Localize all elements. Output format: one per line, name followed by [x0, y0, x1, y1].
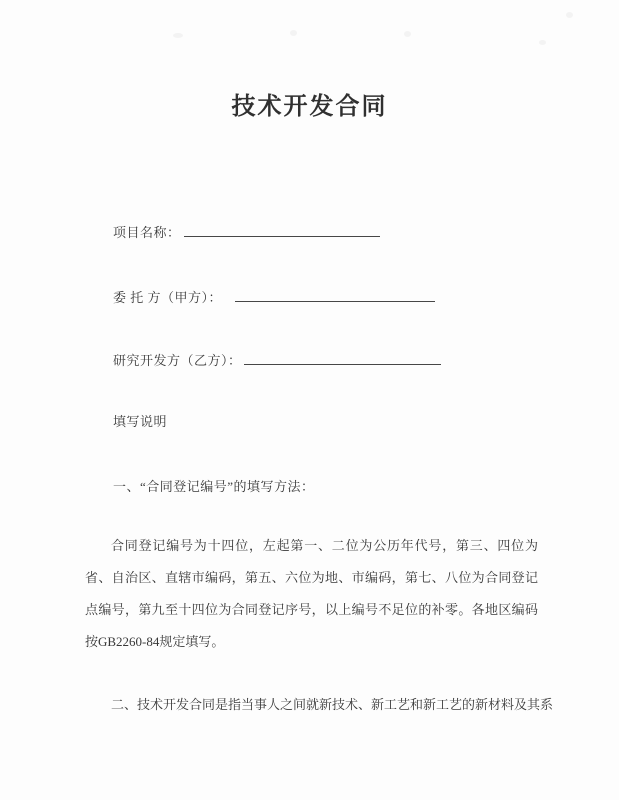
- scan-speck: [290, 30, 297, 36]
- project-name-row: [113, 222, 380, 241]
- client-party-blank-line: [235, 287, 435, 302]
- filling-instructions-heading: 填写说明: [113, 414, 168, 429]
- scan-speck: [404, 31, 411, 37]
- scan-speck: [566, 12, 573, 18]
- project-name-blank-line: [184, 222, 380, 237]
- scan-speck: [539, 40, 546, 45]
- client-party-row: [113, 287, 435, 306]
- project-name-label: 项目名称：: [113, 225, 181, 240]
- developer-party-row: [113, 350, 441, 369]
- client-party-label: 委 托 方（甲方）：: [113, 290, 223, 305]
- developer-party-label: 研究开发方（乙方）：: [113, 353, 242, 368]
- document-title: 技术开发合同: [231, 94, 388, 121]
- developer-party-blank-line: [244, 350, 441, 365]
- scan-speck: [173, 33, 183, 38]
- instruction-item-1-heading: 一、“合同登记编号”的填写方法：: [113, 479, 315, 494]
- instruction-item-1-body: 合同登记编号为十四位，左起第一、二位为公历年代号，第三、四位为省、自治区、直辖市编码，第五、六位为地、市编码，第七、八位为合同登记点编号，第九至十四位为合同登记序号，以上编号不足位的补零。各地区编码按GB2260-84规定填写。: [85, 538, 538, 649]
- instruction-item-2-text: 二、技术开发合同是指当事人之间就新技术、新工艺和新工艺的新材料及其系: [111, 697, 554, 712]
